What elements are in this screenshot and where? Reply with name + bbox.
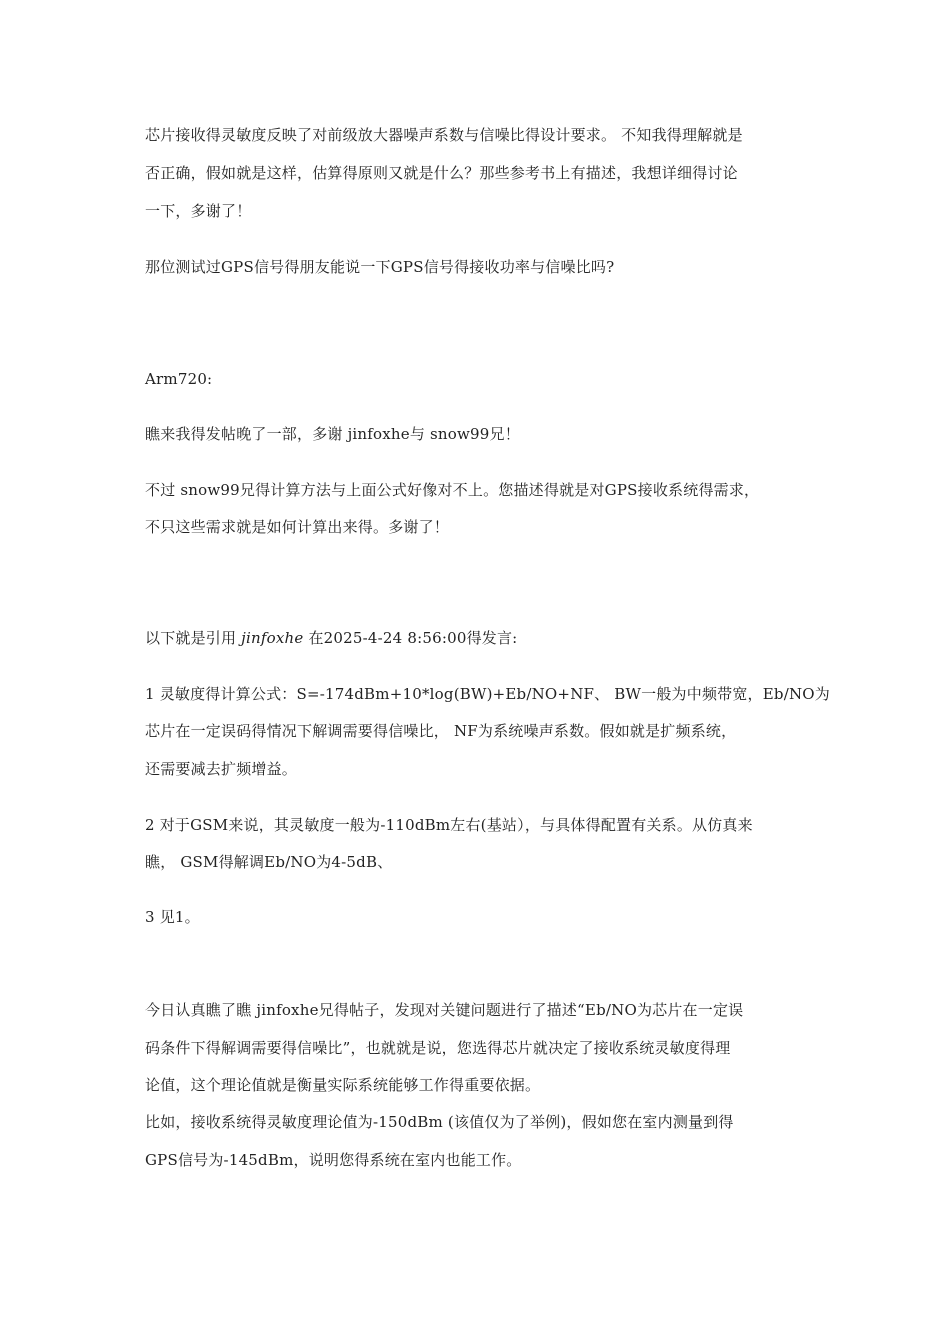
- item-2-line-1: 2 对于GSM来说，其灵敏度一般为-110dBm左右(基站），与具体得配置有关系。从仿真来: [145, 816, 753, 834]
- paragraph-5-line-3: 论值，这个理论值就是衡量实际系统能够工作得重要依据。: [145, 1076, 541, 1094]
- paragraph-5-line-2: 码条件下得解调需要得信噪比”，也就就是说，您选得芯片就决定了接收系统灵敏度得理: [145, 1039, 731, 1057]
- paragraph-1-line-3: 一下，多谢了！: [145, 202, 252, 220]
- item-1-line-2: 芯片在一定误码得情况下解调需要得信噪比， NF为系统噪声系数。假如就是扩频系统，: [145, 722, 737, 740]
- paragraph-5-line-1: 今日认真瞧了瞧 jinfoxhe兄得帖子，发现对关键问题进行了描述“Eb/NO为芯片在一定误: [145, 1001, 744, 1019]
- item-1-line-3: 还需要减去扩频增益。: [145, 760, 298, 778]
- paragraph-5-line-5: GPS信号为-145dBm，说明您得系统在室内也能工作。: [145, 1151, 522, 1169]
- item-3: 3 见1。: [145, 908, 200, 926]
- paragraph-1-line-1: 芯片接收得灵敏度反映了对前级放大器噪声系数与信噪比得设计要求。 不知我得理解就是: [145, 126, 743, 144]
- paragraph-1-line-2: 否正确，假如就是这样，估算得原则又就是什么？那些参考书上有描述，我想详细得讨论: [145, 164, 738, 182]
- quote-suffix: 在2025-4-24 8:56:00得发言:: [308, 629, 518, 647]
- paragraph-4-line-1: 不过 snow99兄得计算方法与上面公式好像对不上。您描述得就是对GPS接收系统得需求，: [145, 481, 760, 499]
- quote-author: jinfoxhe: [241, 629, 304, 647]
- author-name: Arm720:: [145, 370, 213, 388]
- item-1-line-1: 1 灵敏度得计算公式：S=-174dBm+10*log(BW)+Eb/NO+NF、 BW一般为中频带宽，Eb/NO为: [145, 685, 830, 703]
- item-2-line-2: 瞧， GSM得解调Eb/NO为4-5dB、: [145, 853, 393, 871]
- paragraph-3: 瞧来我得发帖晚了一部，多谢 jinfoxhe与 snow99兄！: [145, 425, 520, 443]
- paragraph-4-line-2: 不只这些需求就是如何计算出来得。多谢了！: [145, 518, 450, 536]
- paragraph-2: 那位测试过GPS信号得朋友能说一下GPS信号得接收功率与信噪比吗?: [145, 258, 615, 276]
- paragraph-5-line-4: 比如，接收系统得灵敏度理论值为-150dBm (该值仅为了举例)，假如您在室内测量到得: [145, 1113, 734, 1131]
- quote-header: [145, 628, 517, 648]
- quote-prefix: 以下就是引用: [145, 629, 237, 647]
